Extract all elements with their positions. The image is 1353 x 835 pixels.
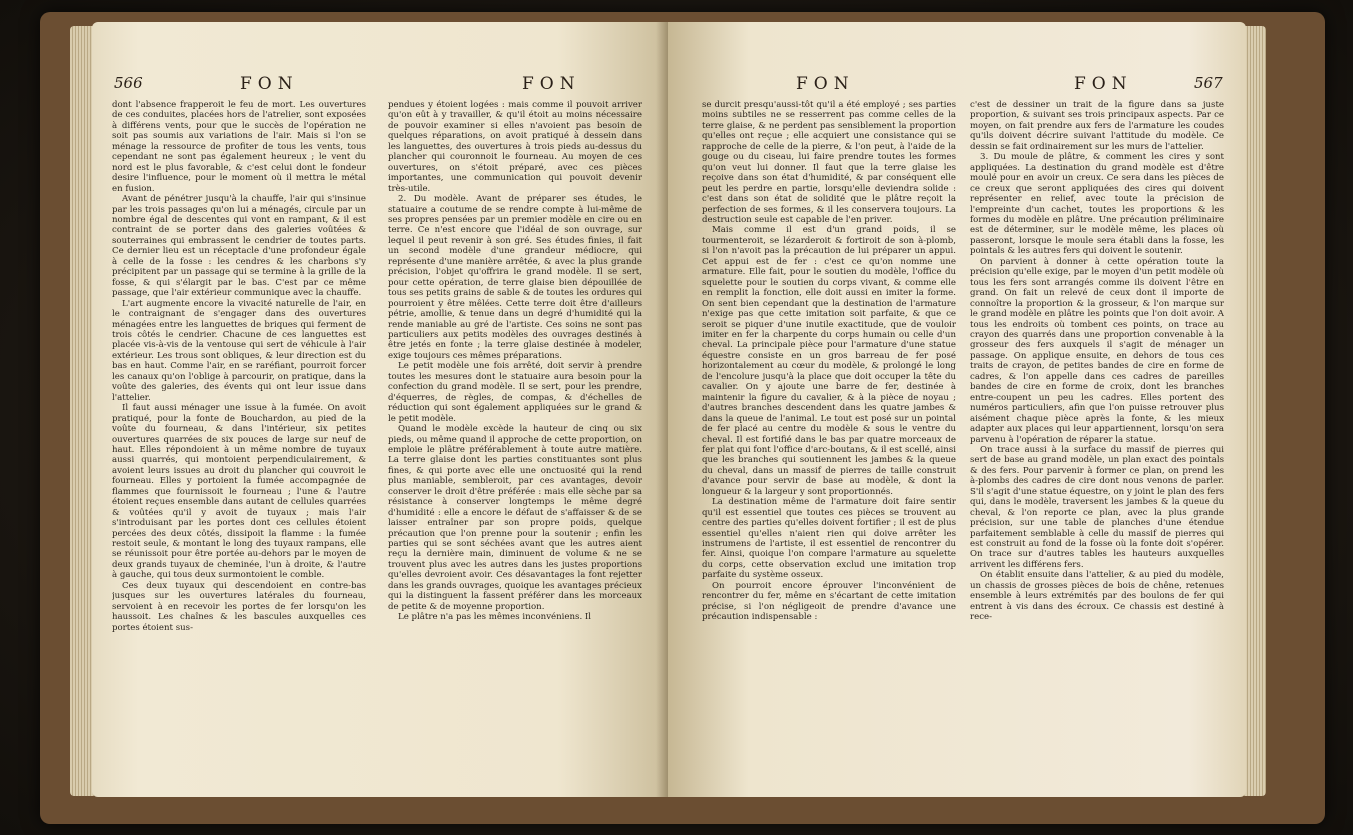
page-number: 567 bbox=[1194, 74, 1223, 92]
right-page-header bbox=[668, 74, 1246, 96]
paragraph: Quand le modèle excède la hauteur de cinq ou six pieds, ou même quand il approche de cette proportion, on emploie le plâtre préférablement à toute autre matière. La terre glaise dont les parties constituantes sont plus fines, & qui porte avec elle une onctuosité qui la rend plus maniable, sembleroit, par ces avantages, devoir conserver le droit d'être préférée : mais elle sèche par sa résistance à conserver longtemps le même degré d'humidité : elle a encore le défaut de s'affaisser & de se laisser entraîner par son propre poids, quelque précaution que l'on prenne pour la soutenir ; enfin les parties qui se sont séchées avant que les autres aient reçu la dernière main, diminuent de volume & ne se trouvent plus avec les autres dans les justes proportions qu'elles devroient avoir. Ces désavantages la font rejetter dans les grands ouvrages, quoique les avantages précieux qui la distinguent la fassent préférer dans les morceaux de petite & de moyenne proportion. bbox=[388, 424, 642, 612]
page-stack-left bbox=[70, 26, 94, 796]
paragraph: 3. Du moule de plâtre, & comment les cires y sont appliquées. La destination du grand modèle est d'être moulé pour en avoir un creux. Ce sera dans les pièces de ce creux que seront appliquées des cires qui doivent représenter en relief, avec toute la précision de l'empreinte d'un cachet, toutes les proportions & les formes du modèle en plâtre. Une précaution préliminaire est de déterminer, sur le modèle même, les places où passeront, lorsque le moule sera établi dans la fosse, les pointals & les autres fers qui doivent le soutenir. bbox=[970, 152, 1224, 257]
paragraph: On trace aussi à la surface du massif de pierres qui sert de base au grand modèle, un plan exact des pointals & des fers. Pour parvenir à former ce plan, on prend les à-plombs des cadres de cire dont nous venons de parler. S'il s'agit d'une statue équestre, on y joint le plan des fers qui, dans le modèle, traversent les jambes & la queue du cheval, & l'on reporte ce plan, avec la plus grande précision, sur une table de planches d'une étendue parfaitement semblable à celle du massif de pierres qui est construit au fond de la fosse où la fonte doit s'opérer. On trace sur d'autres tables les hauteurs auxquelles arrivent les différens fers. bbox=[970, 444, 1224, 570]
running-head-column-2: FON bbox=[1074, 74, 1133, 94]
left-page bbox=[92, 22, 674, 797]
paragraph: Ces deux tuyaux qui descendoient en contre-bas jusques sur les ouvertures latérales du fourneau, servoient à en recevoir les portes de fer lorsqu'on les haussoit. Les chaînes & les bascules auxquelles ces portes étoient sus- bbox=[112, 580, 366, 633]
paragraph: dont l'absence frapperoit le feu de mort. Les ouvertures de ces conduites, placées hors de l'atrelier, sont exposées à différens vents, pour que le succès de l'opération ne soit pas soumis aux variations de l'air. Mais si l'on se ménage la ressource de profiter de tous les vents, tous cependant ne sont pas également heureux ; le vent du nord est le plus favorable, & c'est celui dont le fondeur desire l'influence, pour le moment où il mettra le métal en fusion. bbox=[112, 100, 366, 194]
paragraph: On parvient à donner à cette opération toute la précision qu'elle exige, par le moyen d'un petit modèle où tous les fers sont arrangés comme ils doivent l'être en grand. On fait un relevé de ceux dont il importe de connoître la proportion & la grosseur, & l'on marque sur le grand modèle en plâtre les points que l'on doit avoir. A tous les endroits où tombent ces points, on trace au crayon des quarrés dans une proportion convenable à la grosseur des fers auxquels il s'agit de ménager un passage. On applique ensuite, en dehors de tous ces traits de crayon, de petites bandes de cire en forme de cadres, & l'on appelle dans ces cadres de pareilles bandes de cire en forme de croix, dont les branches entre-coupent un peu les cadres. Elles portent des numéros particuliers, afin que l'on puisse retrouver plus aisément chaque pièce après la fonte, & les mieux adapter aux places qui leur appartiennent, lorsqu'on sera parvenu à l'opération de réparer la statue. bbox=[970, 256, 1224, 445]
paragraph: Avant de pénétrer jusqu'à la chauffe, l'air qui s'insinue par les trois passages qu'on lui a ménagés, circule par un nombre égal de descentes qui vont en rampant, & il est contraint de se porter dans des galeries voûtées & souterraines qui embrassent le cendrier de toutes parts. Ce dernier lieu est un réceptacle d'une profondeur égale à celle de la fosse : les cendres & les charbons s'y précipitent par un passage qui se termine à la grille de la fosse, & qui s'élargit par le bas. C'est par ce même passage, que l'air extérieur communique avec la chauffe. bbox=[112, 194, 366, 299]
page-stack-right bbox=[1244, 26, 1266, 796]
paragraph: La destination même de l'armature doit faire sentir qu'il est essentiel que toutes ces pièces se trouvent au centre des parties qu'elles doivent fortifier ; il est de plus essentiel qu'elles n'aient rien qui doive arrêter les instrumens de l'artiste, il est essentiel de rencontrer du fer. Ainsi, quoique l'on compare l'armature au squelette du corps, cette observation exclud une imitation trop parfaite du système osseux. bbox=[702, 497, 956, 581]
paragraph: pendues y étoient logées : mais comme il pouvoit arriver qu'on eût à y travailler, & qu'il étoit au moins nécessaire de pouvoir examiner si elles n'avoient pas besoin de quelques réparations, on avoit pratiqué à dessein dans les languettes, des ouvertures à trois pieds au-dessus du plancher qui couronnoit le fourneau. Au moyen de ces ouvertures, on s'étoit préparé, avec ces pièces importantes, une communication qui pouvoit devenir très-utile. bbox=[388, 100, 642, 194]
running-head-column-2: FON bbox=[522, 74, 581, 94]
running-head: FON bbox=[240, 74, 299, 94]
paragraph: se durcit presqu'aussi-tôt qu'il a été employé ; ses parties moins subtiles ne se resserrent pas comme celles de la terre glaise, & ne perdent pas sensiblement la proportion qu'elles ont reçue ; elle acquiert une consistance qui se rapproche de celle de la pierre, & l'on peut, à l'aide de la gouge ou du ciseau, lui faire prendre toutes les formes qu'on veut lui donner. Il faut que la terre glaise les reçoive dans son état d'humidité, & par conséquent elle peut les perdre en partie, lorsqu'elle deviendra solide : c'est dans son état de solidité que le plâtre reçoit la perfection de ses formes, & il les conservera toujours. La destruction seule est capable de l'en priver. bbox=[702, 100, 956, 225]
running-head: FON bbox=[796, 74, 855, 94]
left-page-column-1 bbox=[112, 100, 366, 633]
right-page-column-1 bbox=[702, 100, 956, 623]
paragraph: c'est de dessiner un trait de la figure dans sa juste proportion, & suivant ses trois principaux aspects. Par ce moyen, on fait prendre aux fers de l'armature les coudes qu'ils doivent décrire suivant l'attitude du modèle. Ce dessin se fait ordinairement sur les murs de l'attelier. bbox=[970, 100, 1224, 152]
paragraph: Le plâtre n'a pas les mêmes inconvéniens. Il bbox=[398, 612, 592, 623]
right-page bbox=[668, 22, 1246, 797]
paragraph: Il faut aussi ménager une issue à la fumée. On avoit pratiqué, pour la fonte de Bouchardon, au pied de la voûte du fourneau, & dans l'intérieur, six petites ouvertures quarrées de six pouces de large sur neuf de haut. Elles répondoient à un même nombre de tuyaux aussi quarrés, qui montoient perpendiculairement, & avoient leurs issues au droit du plancher qui couvroit le fourneau. Elles y portoient la fumée accompagnée de flammes que fournissoit le fourneau ; l'une & l'autre étoient reçues ensemble dans autant de cellules quarrées & voûtées qu'il y avoit de tuyaux ; mais l'air s'introduisant par les portes dont ces cellules étoient percées des deux côtés, dissipoit la flamme : la fumée restoit seule, & montant le long des tuyaux rampans, elle se réunissoit pour être portée au-dehors par le moyen de deux grands tuyaux de cheminée, l'un à droite, & l'autre à gauche, qui tous deux surmontoient le comble. bbox=[112, 403, 366, 581]
right-page-column-2 bbox=[970, 100, 1224, 623]
paragraph: On établit ensuite dans l'attelier, & au pied du modèle, un chassis de grosses pièces de bois de chêne, retenues ensemble à leurs extrémités par des boulons de fer qui entrent à vis dans des écroux. Ce chassis est destiné à rece- bbox=[970, 570, 1224, 623]
paragraph: Mais comme il est d'un grand poids, il se tourmenteroit, se lézarderoit & fortiroit de son à-plomb, si l'on n'avoit pas la précaution de lui préparer un appui. Cet appui est de fer : c'est ce qu'on nomme une armature. Elle fait, pour le soutien du modèle, l'office du squelette pour le soutien du corps vivant, & comme elle en remplit la fonction, elle doit aussi en imiter la forme. On sent bien cependant que la destination de l'armature n'exige pas que cette imitation soit parfaite, & que ce seroit se piquer d'une inutile exactitude, que de vouloir imiter en fer la charpente du corps humain ou celle d'un cheval. La principale pièce pour l'armature d'une statue équestre consiste en un gros barreau de fer posé horizontalement au cœur du modèle, & prolongé le long de l'encolure jusqu'à la place que doit occuper la tête du cavalier. On y ajoute une barre de fer, destinée à maintenir la figure du cavalier, & à la pièce de noyau ; d'autres branches descendent dans les quatre jambes & dans la queue de l'animal. Le tout est posé sur un pointal de fer placé au centre du modèle & sous le ventre du cheval. Il est fortifié dans le bas par quatre morceaux de fer plat qui font l'office d'arc-boutans, & il est scellé, ainsi que les branches qui soutiennent les jambes & la queue du cheval, dans un massif de pierres de taille construit d'avance pour servir de base au modèle, & dont la longueur & la largeur y sont proportionnés. bbox=[702, 225, 956, 497]
paragraph: 2. Du modèle. Avant de préparer ses études, le statuaire a coutume de se rendre compte à lui-même de ses propres pensées par un premier modèle en cire ou en terre. Ce n'est encore que l'idéal de son ouvrage, sur lequel il peut revenir à son gré. Ses études finies, il fait un second modèle d'une grandeur médiocre, qui représente d'une manière arrêtée, & avec la plus grande précision, l'objet qu'offrira le grand modèle. Il se sert, pour cette opération, de terre glaise bien dépouillée de tous ses petits grains de sable & de toutes les ordures qui pourroient y être mêlées. Cette terre doit être d'ailleurs pétrie, amollie, & tenue dans un degré d'humidité qui la rende maniable au gré de l'artiste. Ces soins ne sont pas particuliers aux petits modèles des ouvrages destinés à être jetés en fonte ; la terre glaise destinée à modeler, exige toujours ces mêmes préparations. bbox=[388, 194, 642, 361]
paragraph: L'art augmente encore la vivacité naturelle de l'air, en le contraignant de s'engager dans des ouvertures ménagées entre les languettes de briques qui ferment de trois côtés le cendrier. Chacune de ces languettes est placée vis-à-vis de la ventouse qui sert de véhicule à l'air extérieur. Les trous sont obliques, & leur direction est du bas en haut. Comme l'air, en se raréfiant, pourroit forcer les canaux qu'on l'oblige à parcourir, on pratique, dans la voûte des galeries, des évents qui ont leur issue dans l'attelier. bbox=[112, 298, 366, 403]
left-page-column-2 bbox=[388, 100, 642, 623]
paragraph: On pourroit encore éprouver l'inconvénient de rencontrer du fer, même en s'écartant de cette imitation précise, si l'on négligeoit de prendre d'avance une précaution indispensable : bbox=[702, 580, 956, 623]
paragraph: Le petit modèle une fois arrêté, doit servir à prendre toutes les mesures dont le statuaire aura besoin pour la confection du grand modèle. Il se sert, pour les prendre, d'équerres, de règles, de compas, & d'échelles de réduction qui sont également appliquées sur le grand & le petit modèle. bbox=[388, 361, 642, 424]
page-number: 566 bbox=[114, 74, 143, 92]
left-page-header bbox=[92, 74, 674, 96]
